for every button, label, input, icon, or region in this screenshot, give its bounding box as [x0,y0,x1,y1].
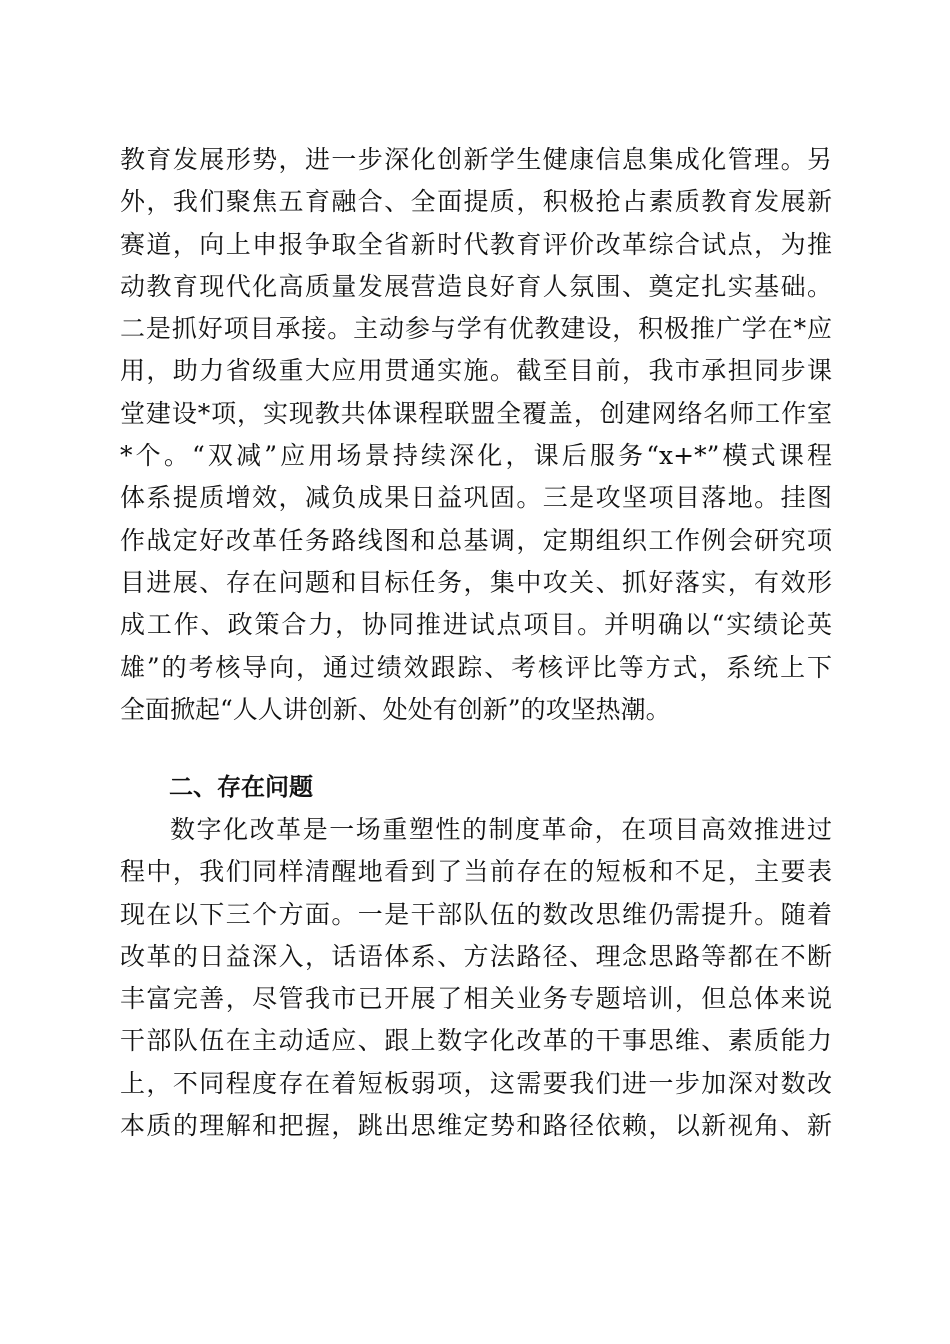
paragraph-line: 数字化改革是一场重塑性的制度革命，在项目高效推进过 [170,815,832,844]
paragraph-line: 程中，我们同样清醒地看到了当前存在的短板和不足，主要表 [120,857,832,887]
paragraph-line: 改革的日益深入，话语体系、方法路径、理念思路等都在不断 [120,941,832,971]
paragraph-line: 成工作、政策合力，协同推进试点项目。并明确以“实绩论英 [120,610,832,640]
paragraph-line: 堂建设*项，实现教共体课程联盟全覆盖，创建网络名师工作室 [120,398,832,428]
paragraph-line: 外，我们聚焦五育融合、全面提质，积极抢占素质教育发展新 [120,187,832,217]
paragraph-line: 全面掀起“人人讲创新、处处有创新”的攻坚热潮。 [120,694,671,724]
paragraph-line: 体系提质增效，减负成果日益巩固。三是攻坚项目落地。挂图 [120,483,832,513]
paragraph-line: 本质的理解和把握，跳出思维定势和路径依赖，以新视角、新 [120,1111,832,1141]
paragraph-line: 干部队伍在主动适应、跟上数字化改革的干事思维、素质能力 [120,1026,832,1056]
paragraph-line: 动教育现代化高质量发展营造良好育人氛围、奠定扎实基础。 [120,271,832,301]
paragraph-line: 现在以下三个方面。一是干部队伍的数改思维仍需提升。随着 [120,899,832,929]
paragraph-line: 二是抓好项目承接。主动参与学有优教建设，积极推广学在*应 [120,314,832,344]
section-one-body [120,139,832,731]
section-two-body [120,809,832,1147]
paragraph-line: 作战定好改革任务路线图和总基调，定期组织工作例会研究项 [120,525,832,555]
paragraph-line: 上，不同程度存在着短板弱项，这需要我们进一步加深对数改 [120,1068,832,1098]
paragraph-line: 目进展、存在问题和目标任务，集中攻关、抓好落实，有效形 [120,567,832,597]
paragraph-line: 用，助力省级重大应用贯通实施。截至目前，我市承担同步课 [120,356,832,386]
paragraph-line: 教育发展形势，进一步深化创新学生健康信息集成化管理。另 [120,145,832,174]
section-two-heading: 二、存在问题 [169,773,313,801]
paragraph-line: 丰富完善，尽管我市已开展了相关业务专题培训，但总体来说 [120,984,832,1014]
paragraph-line: 赛道，向上申报争取全省新时代教育评价改革综合试点，为推 [120,229,832,259]
paragraph-line: *个。“双减”应用场景持续深化，课后服务“x+*”模式课程 [120,441,832,471]
paragraph-line: 雄”的考核导向，通过绩效跟踪、考核评比等方式，系统上下 [120,652,832,682]
